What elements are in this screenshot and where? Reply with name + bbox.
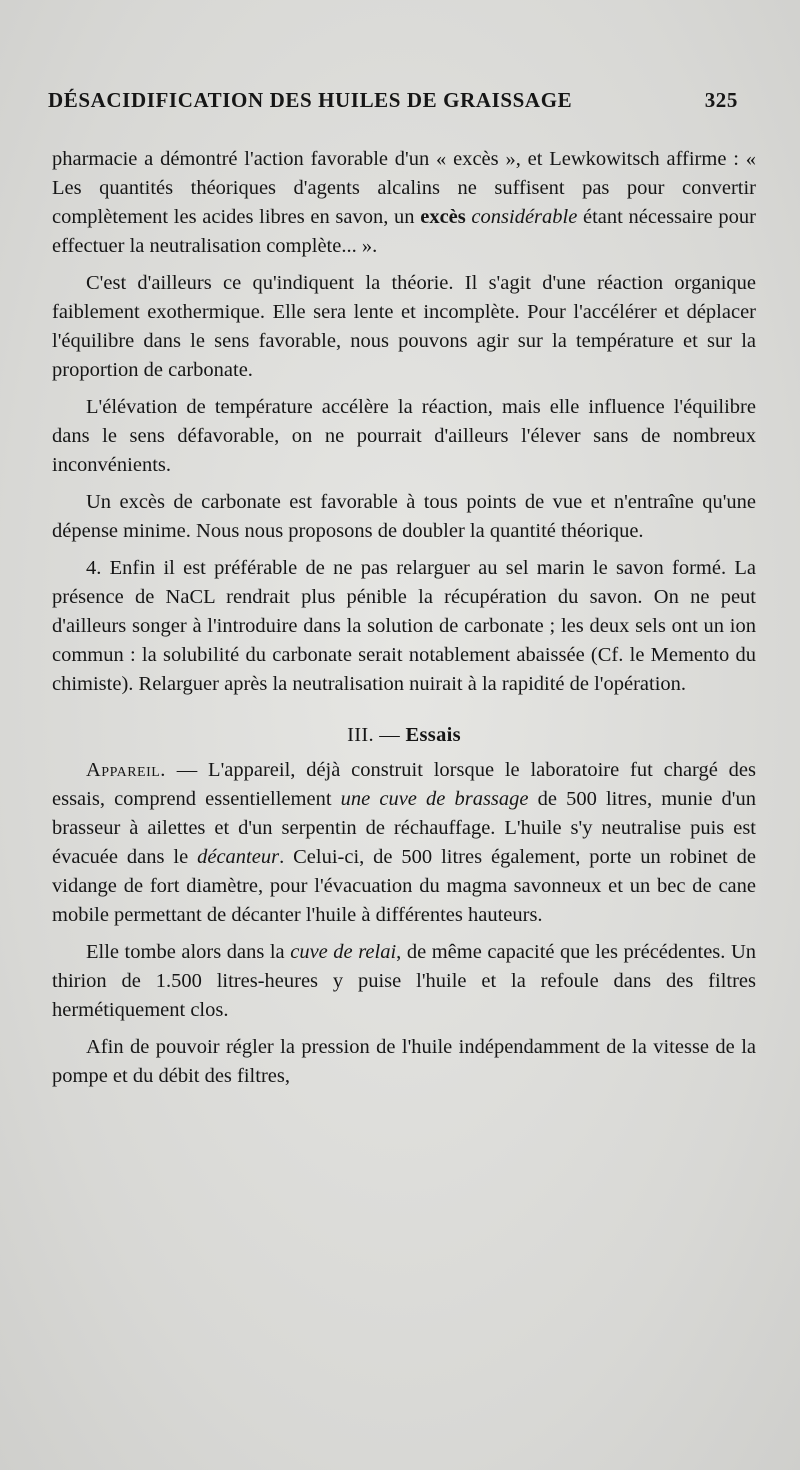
paragraph-7-text-c: , de même capacité que les précédentes. Un thirion de 1.500 litres-heures y puise l'huile et la refoule dans des filtres hermétiquement clos. [52, 941, 756, 1021]
paragraph-1 [52, 145, 756, 261]
paragraph-2: C'est d'ailleurs ce qu'indiquent la théorie. Il s'agit d'une réaction organique faiblement exothermique. Elle sera lente et incomplète. Pour l'accélérer et déplacer l'équilibre dans le sens favorable, nous pouvons agir sur la température et sur la proportion de carbonate. [52, 272, 756, 381]
section-number: III. — [347, 724, 406, 746]
paragraph-1-text: pharmacie a démontré l'action favorable d'un « excès », et Lewkowitsch affirme : « Les quantités théoriques d'agents alcalins ne suffisent pas pour convertir complètement les acides libres en savon, un [52, 148, 756, 228]
paragraph-6-emphasis-decanteur: décanteur [197, 846, 280, 868]
paragraph-1-emphasis: considérable [471, 206, 578, 228]
paragraph-6-lead: Appareil. [86, 759, 166, 781]
paragraph-5: 4. Enfin il est préférable de ne pas relarguer au sel marin le savon formé. La présence de NaCL rendrait plus pénible la récupération du savon. On ne peut d'ailleurs songer à l'introduire dans la solution de carbonate ; les deux sels ont un ion commun : la solubilité du carbonate serait notablement abaissée (Cf. le Memento du chimiste). Relarguer après la neutralisation nuirait à la rapidité de l'opération. [52, 557, 756, 695]
paragraph-6-text-e: . Celui-ci, de 500 litres également, porte un robinet de vidange de fort diamètre, pour l'évacuation du magma savonneux et un bec de cane mobile permettant de décanter l'huile à différentes hauteurs. [52, 846, 756, 926]
paragraph-7 [52, 938, 756, 1025]
paragraph-1-text-end: étant nécessaire pour effectuer la neutralisation complète... ». [52, 206, 756, 257]
paragraph-8: Afin de pouvoir régler la pression de l'huile indépendamment de la vitesse de la pompe et du débit des filtres, [52, 1036, 756, 1087]
running-header [48, 88, 738, 113]
paragraph-3: L'élévation de température accélère la réaction, mais elle influence l'équilibre dans le sens défavorable, on ne pourrait d'ailleurs l'élever sans de nombreux inconvénients. [52, 396, 756, 476]
paragraph-4: Un excès de carbonate est favorable à tous points de vue et n'entraîne qu'une dépense minime. Nous nous proposons de doubler la quantité théorique. [52, 491, 756, 542]
paragraph-6-emphasis-cuve: une cuve de brassage [340, 788, 529, 810]
paragraph-6 [52, 756, 756, 930]
paragraph-1-bold: excès [420, 206, 472, 228]
paragraph-7-emphasis: cuve de relai [290, 941, 397, 963]
paragraph-6-text-c: de 500 litres, munie d'un brasseur à ailettes et d'un serpentin de réchauffage. L'huile s'y neutralise puis est évacuée dans le [52, 788, 756, 868]
running-title: DÉSACIDIFICATION DES HUILES DE GRAISSAGE [48, 88, 573, 112]
paragraph-6-text-a: — L'appareil, déjà construit lorsque le laboratoire fut chargé des essais, comprend essentiellement [52, 759, 756, 810]
section-title: Essais [405, 724, 461, 746]
page-number: 325 [704, 88, 738, 112]
paragraph-7-text-a: Elle tombe alors dans la [86, 941, 291, 963]
body-text [52, 145, 756, 1099]
section-heading [52, 721, 756, 750]
